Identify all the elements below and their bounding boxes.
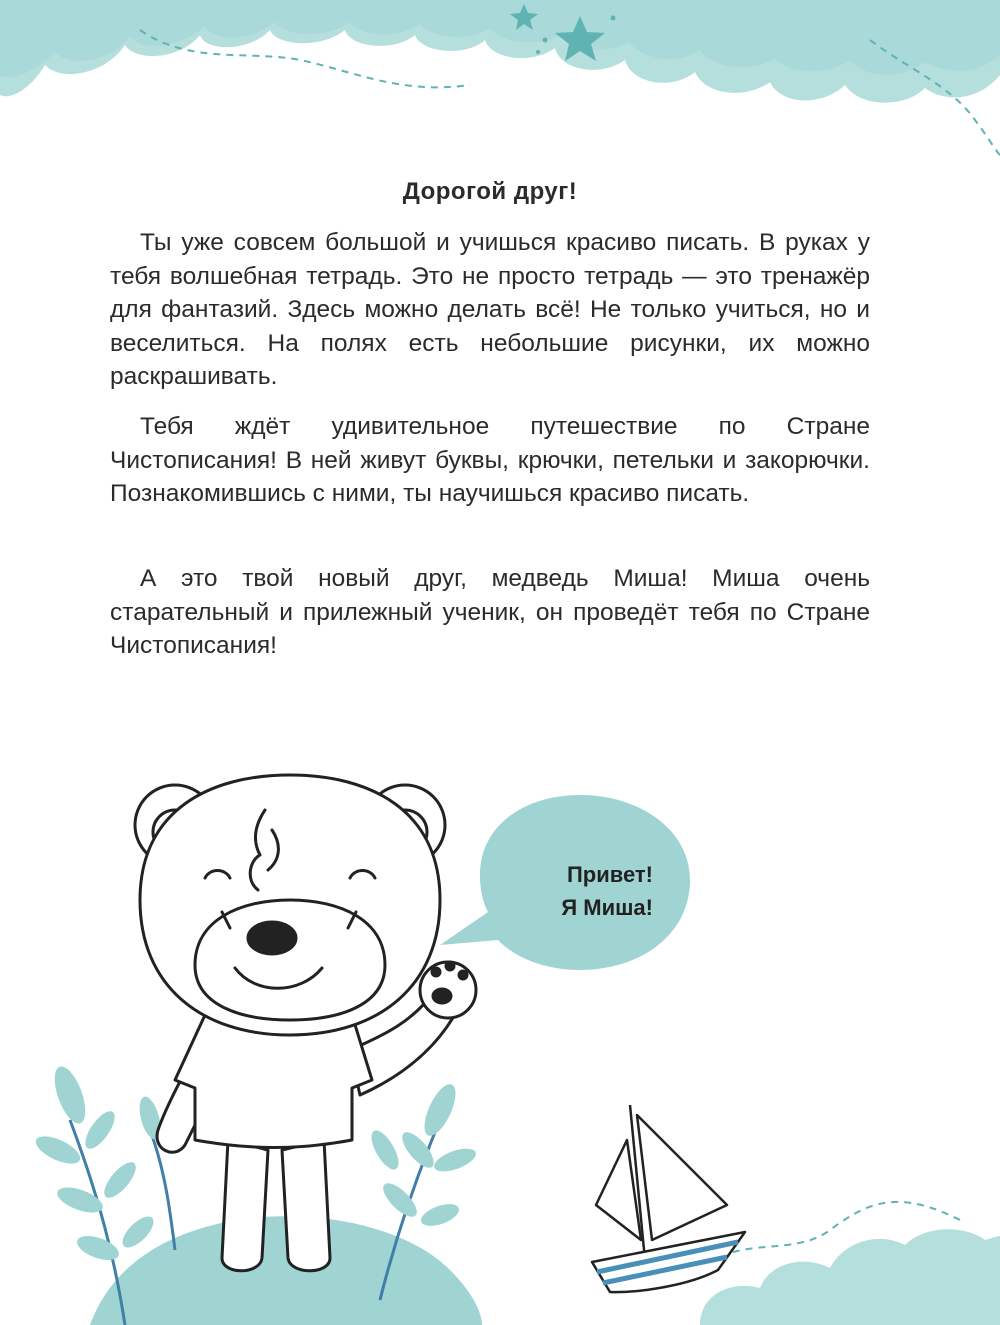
top-cloud-decoration xyxy=(0,0,1000,155)
paragraph-intro: Ты уже совсем большой и учишься красиво писать. В руках у тебя волшебная тетрадь. Это не просто тетрадь — это тренажёр для фантазий. Здесь можно делать всё! Не только учиться, но и веселиться. На полях есть небольшие рисунки, их можно раскрашивать. xyxy=(110,229,870,390)
speech-line-name: Я Миша! xyxy=(561,895,653,920)
bear-illustration xyxy=(135,775,476,1271)
paragraph-friend: А это твой новый друг, медведь Миша! Миша очень старательный и прилежный ученик, он проведёт тебя по Стране Чистописания! xyxy=(110,565,870,659)
sailboat-illustration xyxy=(592,1105,745,1292)
speech-line-greeting: Привет! xyxy=(566,862,653,887)
page-title: Дорогой друг! xyxy=(402,178,578,205)
cloud-decoration xyxy=(690,1202,1000,1325)
paragraph-journey: Тебя ждёт удивительное путешествие по Стране Чистописания! В ней живут буквы, крючки, петельки и закорючки. Познакомившись с ними, ты научишься красиво писать. xyxy=(110,413,870,507)
speech-bubble-text xyxy=(503,858,653,924)
